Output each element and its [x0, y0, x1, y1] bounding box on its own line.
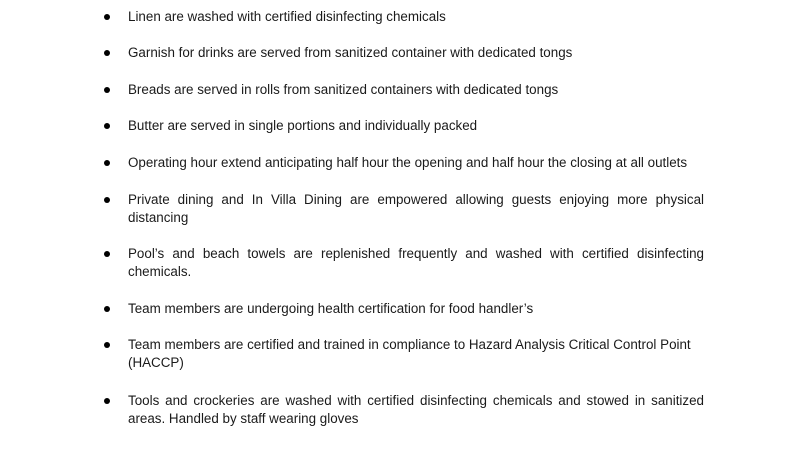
bullet-icon [104, 197, 110, 203]
list-item-text: Breads are served in rolls from sanitized containers with dedicated tongs [128, 82, 559, 97]
bullet-icon [104, 123, 110, 129]
bullet-icon [104, 160, 110, 166]
list-item-text: Team members are certified and trained in compliance to Hazard Analysis Critical Control Point (HACCP) [128, 337, 691, 370]
list-item-text: Operating hour extend anticipating half hour the opening and half hour the closing at all outlets [128, 155, 688, 170]
list-item-text: Butter are served in single portions and individually packed [128, 118, 478, 133]
list-item-text: Linen are washed with certified disinfecting chemicals [128, 9, 446, 24]
list-item-text: Tools and crockeries are washed with certified disinfecting chemicals and stowed in sanitized areas. Handled by staff wearing gloves [128, 393, 704, 426]
bullet-icon [104, 306, 110, 312]
list-item-text: Team members are undergoing health certification for food handler’s [128, 301, 534, 316]
bullet-icon [104, 342, 110, 348]
bullet-icon [104, 50, 110, 56]
list-item-text: Private dining and In Villa Dining are empowered allowing guests enjoying more physical distancing [128, 192, 704, 225]
list-item-text: Garnish for drinks are served from sanitized container with dedicated tongs [128, 45, 573, 60]
bullet-icon [104, 251, 110, 257]
bullet-icon [104, 14, 110, 20]
bullet-icon [104, 398, 110, 404]
list-item-text: Pool’s and beach towels are replenished frequently and washed with certified disinfecting chemicals. [128, 246, 704, 279]
bullet-icon [104, 87, 110, 93]
